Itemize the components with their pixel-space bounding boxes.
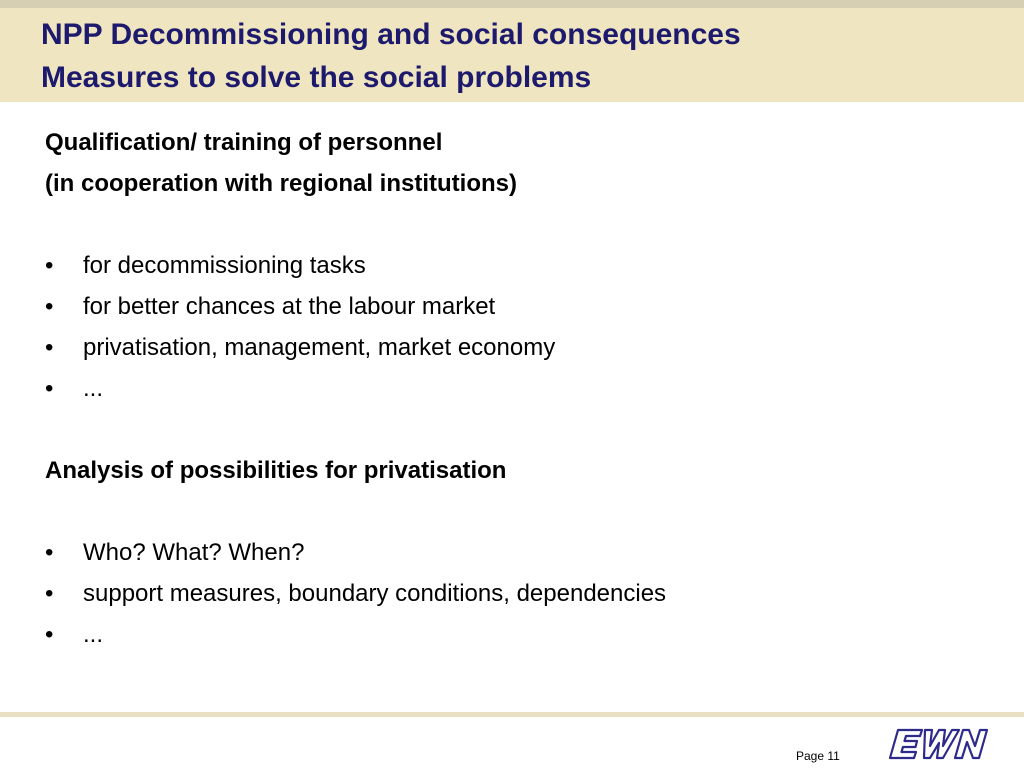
page-number: Page 11 xyxy=(796,749,840,763)
list-item xyxy=(45,295,495,319)
bullet-icon: • xyxy=(45,580,54,607)
list-item-text: support measures, boundary conditions, dependencies xyxy=(83,580,667,607)
list-item xyxy=(45,377,103,401)
section1-heading-line1: Qualification/ training of personnel xyxy=(45,129,443,156)
bullet-icon: • xyxy=(45,621,54,648)
bullet-icon: • xyxy=(45,293,54,320)
section2-heading: Analysis of possibilities for privatisation xyxy=(45,457,507,484)
list-item-text: ... xyxy=(83,621,104,648)
ewn-logo-icon xyxy=(888,726,992,762)
list-item xyxy=(45,541,304,565)
top-strip xyxy=(0,0,1024,8)
list-item-text: for better chances at the labour market xyxy=(83,293,496,320)
list-item-text: ... xyxy=(83,375,104,402)
list-item xyxy=(45,623,103,647)
footer-divider xyxy=(0,712,1024,717)
list-item xyxy=(45,582,666,606)
section1-heading-line2: (in cooperation with regional institutions) xyxy=(45,170,517,197)
list-item xyxy=(45,254,366,278)
bullet-icon: • xyxy=(45,334,54,361)
page-subtitle: Measures to solve the social problems xyxy=(41,61,592,94)
list-item xyxy=(45,336,555,360)
bullet-icon: • xyxy=(45,375,54,402)
list-item-text: Who? What? When? xyxy=(83,539,305,566)
list-item-text: for decommissioning tasks xyxy=(83,252,366,279)
list-item-text: privatisation, management, market economy xyxy=(83,334,556,361)
bullet-icon: • xyxy=(45,252,54,279)
page-title: NPP Decommissioning and social consequences xyxy=(41,18,741,51)
bullet-icon: • xyxy=(45,539,54,566)
